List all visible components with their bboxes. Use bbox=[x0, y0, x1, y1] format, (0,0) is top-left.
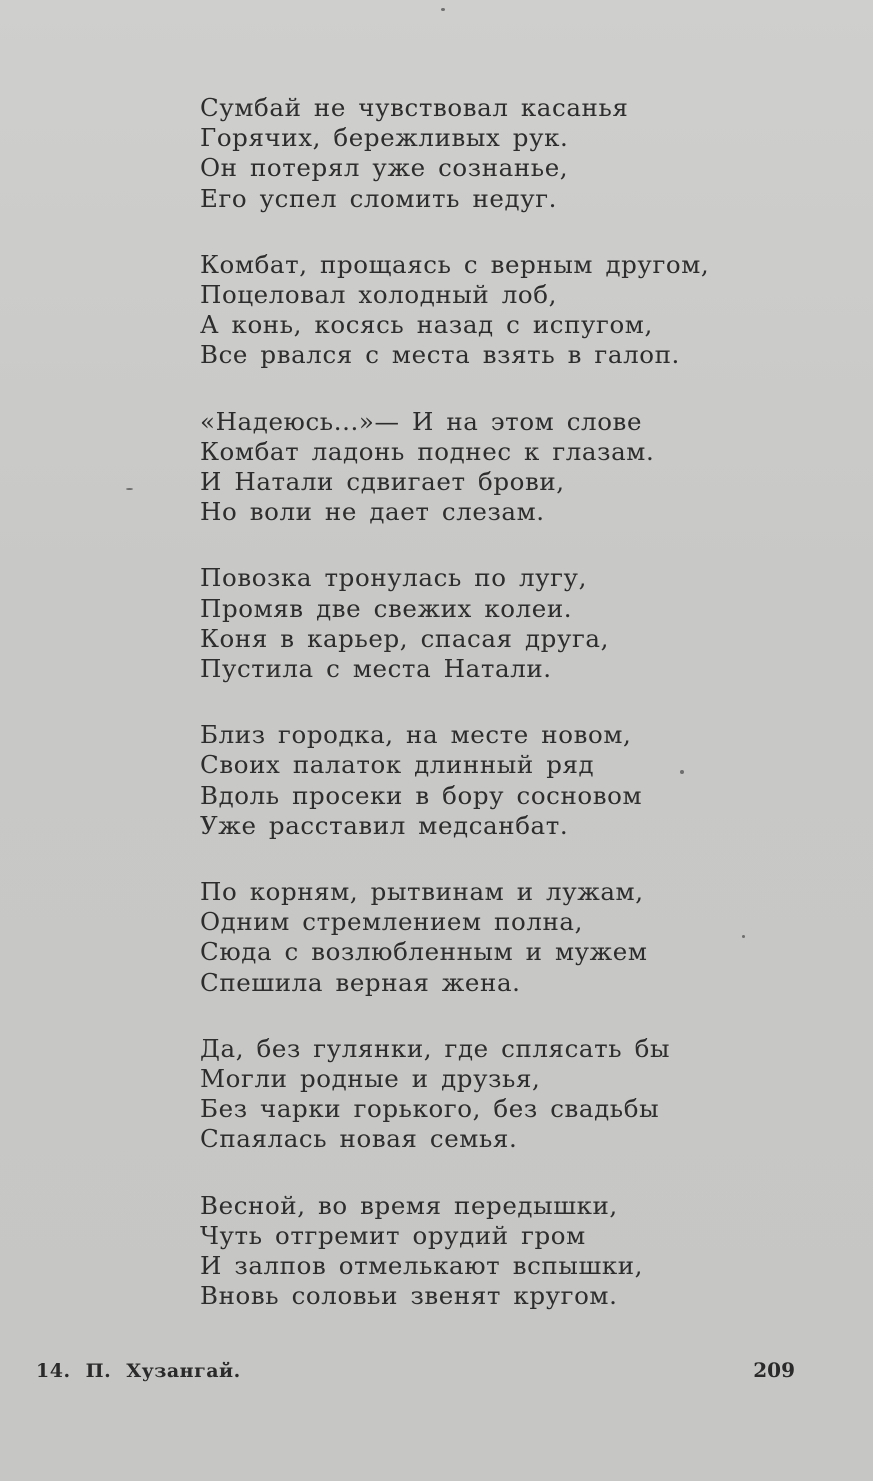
stanza bbox=[200, 563, 760, 684]
stanza bbox=[200, 877, 760, 998]
poem-line: Близ городка, на месте новом, bbox=[200, 720, 632, 750]
poem-line: По корням, рытвинам и лужам, bbox=[200, 877, 644, 907]
poem-line: Вдоль просеки в бору сосновом bbox=[200, 780, 643, 810]
poem-line: Его успел сломить недуг. bbox=[200, 183, 558, 213]
page-number: 209 bbox=[753, 1358, 795, 1382]
poem-line: Без чарки горького, без свадьбы bbox=[200, 1094, 660, 1124]
poem-line: Спешила верная жена. bbox=[200, 967, 521, 997]
poem-line: А конь, косясь назад с испугом, bbox=[200, 310, 653, 340]
poem-line: Уже расставил медсанбат. bbox=[200, 810, 569, 840]
poem-line: Коня в карьер, спасая друга, bbox=[200, 623, 610, 653]
poem-line: И залпов отмелькают вспышки, bbox=[200, 1251, 644, 1281]
poem-line: Он потерял уже сознанье, bbox=[200, 153, 569, 183]
poem-line: «Надеюсь...»— И на этом слове bbox=[200, 406, 643, 436]
poem-line: Повозка тронулась по лугу, bbox=[200, 563, 587, 593]
print-speck bbox=[126, 488, 133, 490]
poem-line: Вновь соловьи звенят кругом. bbox=[200, 1281, 618, 1311]
poem-line: Все рвался с места взять в галоп. bbox=[200, 340, 680, 370]
poem-line: Чуть отгремит орудий гром bbox=[200, 1220, 586, 1250]
poem-line: Могли родные и друзья, bbox=[200, 1064, 541, 1094]
signature-mark: 14. П. Хузангай. bbox=[36, 1360, 241, 1382]
poem-line: Поцеловал холодный лоб, bbox=[200, 280, 557, 310]
poem-line: Своих палаток длинный ряд bbox=[200, 750, 595, 780]
poem-line: Весной, во время передышки, bbox=[200, 1190, 618, 1220]
stanza bbox=[200, 93, 760, 214]
poem-line: Горячих, бережливых рук. bbox=[200, 123, 569, 153]
stanza bbox=[200, 250, 760, 371]
stanza bbox=[200, 1191, 760, 1312]
poem-line: Пустила с места Натали. bbox=[200, 654, 552, 684]
poem-line: Сюда с возлюбленным и мужем bbox=[200, 937, 648, 967]
print-speck bbox=[441, 8, 445, 11]
poem-line: Промяв две свежих колеи. bbox=[200, 593, 573, 623]
poem-line: Комбат, прощаясь с верным другом, bbox=[200, 249, 710, 279]
stanza bbox=[200, 407, 760, 528]
poem-line: Но воли не дает слезам. bbox=[200, 497, 545, 527]
poem-line: Спаялась новая семья. bbox=[200, 1124, 518, 1154]
poem-line: Комбат ладонь поднес к глазам. bbox=[200, 436, 655, 466]
poem-line: Да, без гулянки, где сплясать бы bbox=[200, 1033, 671, 1063]
stanza bbox=[200, 720, 760, 841]
stanza bbox=[200, 1034, 760, 1155]
poem-line: Сумбай не чувствовал касанья bbox=[200, 93, 629, 122]
poem-line: И Натали сдвигает брови, bbox=[200, 467, 565, 497]
poem-body bbox=[200, 93, 760, 1348]
poem-line: Одним стремлением полна, bbox=[200, 907, 584, 937]
